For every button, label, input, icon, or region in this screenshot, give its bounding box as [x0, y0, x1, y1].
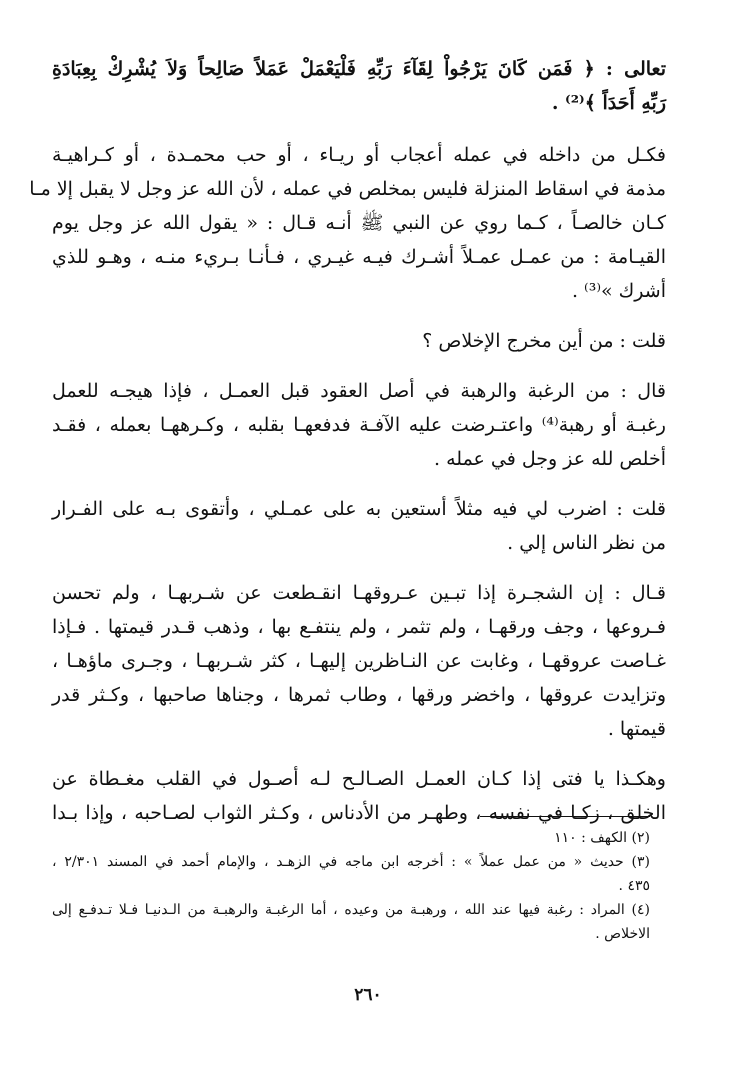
text-line: غـاصت عروقهـا ، وغابت عن النـاظرين إليهـا ، كثر شـربهـا ، وجـرى ماؤهـا ،: [52, 650, 666, 672]
text-line: قيمتها .: [607, 718, 666, 740]
footnote-2: [52, 826, 650, 850]
footnote-4: [52, 898, 650, 946]
footnote-line: (٣) حديث « من عمل عملاً » : أخرجه ابن ماجه في الزهـد ، والإمام أحمد في المسند ٢/٣٠١ ،: [52, 854, 650, 870]
paragraph: [52, 576, 666, 746]
text-line: رَبِّهِ أَحَدَاً ﴾⁽²⁾ .: [551, 92, 666, 114]
text-line: قلت : من أين مخرج الإخلاص ؟: [422, 330, 666, 352]
footnote-line: الاخلاص .: [595, 926, 650, 942]
footnote-line: ٤٣٥ .: [618, 878, 650, 894]
text-line: تعالى : ﴿ فَمَن كَانَ يَرْجُواْ لِقَآءَ رَبِّهِ فَلْيَعْمَلْ عَمَلاً صَالِحاً وَلاَ يُشْرِكْ بِعِبَادَةِ: [52, 58, 666, 80]
page-number: ٢٦٠: [354, 985, 382, 1005]
footnote-line: (٤) المراد : رغبة فيها عند الله ، ورهبـة من وعيده ، أما الرغبـة والرهبـة من الـدنيـا فـلا تـدفـع إلى: [52, 902, 650, 918]
paragraph: [52, 324, 666, 358]
text-line: قلت : اضرب لي فيه مثلاً أستعين به على عمـلي ، وأتقوى بـه على الفـرار: [52, 498, 666, 520]
paragraph: [52, 762, 666, 830]
text-line: وهكـذا يا فتى إذا كـان العمـل الصـالـح لـه أصـول في القلب مغـطاة عن: [52, 768, 666, 790]
text-line: من نظر الناس إلي .: [507, 532, 666, 554]
text-line: رغبـة أو رهبة⁽⁴⁾ واعتـرضت عليه الآفـة فدفعهـا بقلبه ، وكـرههـا بعمله ، فقـد: [52, 414, 666, 436]
main-text: [29, 52, 666, 846]
text-line: القيـامة : من عمـل عمـلاً أشـرك فيـه غيـري ، فـأنـا بـريء منـه ، وهـو للذي: [52, 246, 666, 268]
text-line: فكـل من داخله في عمله أعجاب أو ريـاء ، أو حب محمـدة ، أو كـراهيـة: [52, 144, 666, 166]
footnotes: [52, 826, 650, 946]
text-line: قـال : إن الشجـرة إذا تبـين عـروقهـا انقـطعت عن شـربهـا ، ولم تحسن: [52, 582, 666, 604]
paragraph-quran-verse: [52, 52, 666, 120]
footnote-3: [52, 850, 650, 898]
text-line: الخلق ، زكـا في نفسه ، وطهـر من الأدناس ، وكـثر الثواب لصـاحبه ، وإذا بـدا: [52, 802, 666, 824]
text-line: كـان خالصـاً ، كـما روي عن النبي ﷺ أنـه قـال : « يقول الله عز وجل يوم: [52, 212, 666, 234]
text-line: قال : من الرغبة والرهبة في أصل العقود قبل العمـل ، فإذا هيجـه للعمل: [52, 380, 666, 402]
text-line: مذمة في اسقاط المنزلة فليس بمخلص في عمله ، لأن الله عز وجل لا يقبل إلا مـا: [29, 178, 666, 200]
text-line: وتزايدت عروقها ، واخضر ورقها ، وطاب ثمرها ، وجناها صاحبها ، وكـثر قدر: [52, 684, 666, 706]
paragraph: [52, 492, 666, 560]
text-line: أشرك »⁽³⁾ .: [571, 280, 666, 302]
paragraph: [29, 138, 666, 308]
text-line: فـروعها ، وجف ورقهـا ، ولم تثمر ، ولم ينتفـع بها ، وذهب قـدر قيمتها . فـإذا: [52, 616, 666, 638]
paragraph: [52, 374, 666, 476]
footnote-line: (٢) الكهف : ١١٠: [554, 830, 650, 846]
footnote-divider: [480, 816, 650, 817]
text-line: أخلص لله عز وجل في عمله .: [434, 448, 666, 470]
